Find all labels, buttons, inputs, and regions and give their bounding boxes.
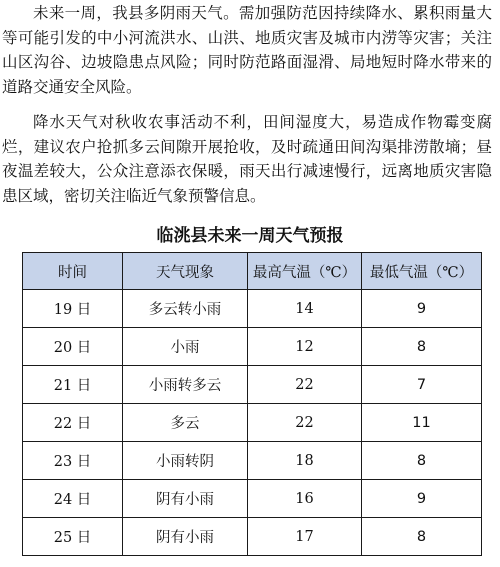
weather-cell: 多云 xyxy=(123,404,248,442)
weather-cell: 阴有小雨 xyxy=(123,518,248,556)
low-temp-cell: 8 xyxy=(362,442,482,480)
date-cell: 25 日 xyxy=(23,518,123,556)
date-cell: 21 日 xyxy=(23,366,123,404)
high-temp-cell: 16 xyxy=(248,480,362,518)
high-temp-cell: 14 xyxy=(248,290,362,328)
table-row xyxy=(23,442,482,480)
header-high-temp: 最高气温（℃） xyxy=(248,253,362,290)
low-temp-cell: 8 xyxy=(362,518,482,556)
date-cell: 22 日 xyxy=(23,404,123,442)
low-temp-cell: 11 xyxy=(362,404,482,442)
table-row xyxy=(23,366,482,404)
agriculture-paragraph: 降水天气对秋收农事活动不利，田间湿度大，易造成作物霉变腐烂，建议农户抢抓多云间隙开展抢收，及时疏通田间沟渠排涝散墒；昼夜温差较大，公众注意添衣保暖，雨天出行减速慢行，远离地质灾害隐患区域，密切关注临近气象预警信息。 xyxy=(2,113,492,205)
date-cell: 23 日 xyxy=(23,442,123,480)
weather-cell: 多云转小雨 xyxy=(123,290,248,328)
weather-cell: 阴有小雨 xyxy=(123,480,248,518)
forecast-table xyxy=(22,252,482,556)
high-temp-cell: 22 xyxy=(248,404,362,442)
table-row xyxy=(23,404,482,442)
weather-cell: 小雨 xyxy=(123,328,248,366)
header-date: 时间 xyxy=(23,253,123,290)
table-row xyxy=(23,290,482,328)
date-cell: 19 日 xyxy=(23,290,123,328)
low-temp-cell: 9 xyxy=(362,290,482,328)
weather-cell: 小雨转多云 xyxy=(123,366,248,404)
high-temp-cell: 22 xyxy=(248,366,362,404)
high-temp-cell: 17 xyxy=(248,518,362,556)
header-weather: 天气现象 xyxy=(123,253,248,290)
table-row xyxy=(23,480,482,518)
table-row xyxy=(23,518,482,556)
high-temp-cell: 12 xyxy=(248,328,362,366)
weather-cell: 小雨转阴 xyxy=(123,442,248,480)
header-low-temp: 最低气温（℃） xyxy=(362,253,482,290)
table-header-row xyxy=(23,253,482,290)
low-temp-cell: 9 xyxy=(362,480,482,518)
date-cell: 20 日 xyxy=(23,328,123,366)
date-cell: 24 日 xyxy=(23,480,123,518)
advisory-paragraph: 未来一周，我县多阴雨天气。需加强防范因持续降水、累积雨量大等可能引发的中小河流洪水、山洪、地质灾害及城市内涝等灾害；关注山区沟谷、边坡隐患点风险；同时防范路面湿滑、局地短时降水带来的道路交通安全风险。 xyxy=(2,4,492,96)
low-temp-cell: 8 xyxy=(362,328,482,366)
low-temp-cell: 7 xyxy=(362,366,482,404)
high-temp-cell: 18 xyxy=(248,442,362,480)
table-title: 临洮县未来一周天气预报 xyxy=(156,226,344,246)
table-row xyxy=(23,328,482,366)
